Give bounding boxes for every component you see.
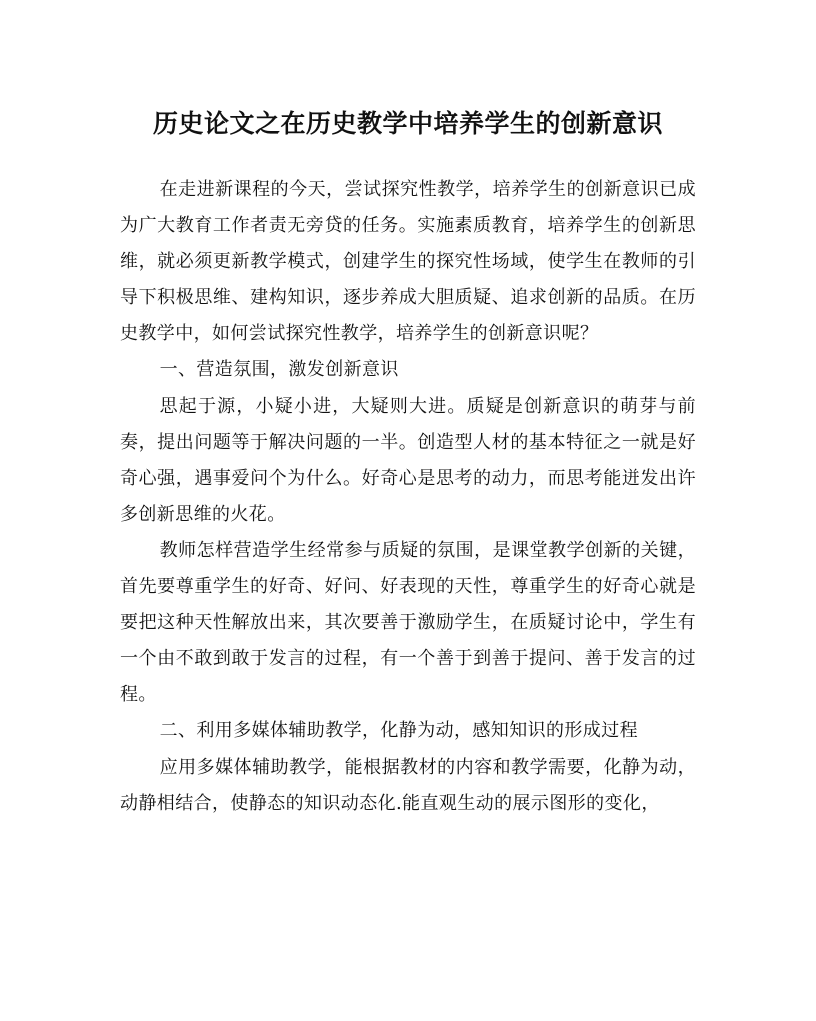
paragraph-intro: 在走进新课程的今天，尝试探究性教学，培养学生的创新意识已成为广大教育工作者责无旁贷的任务。实施素质教育，培养学生的创新思维，就必须更新教学模式，创建学生的探究性场域，使学生在教师的引导下积极思维、建构知识，逐步养成大胆质疑、追求创新的品质。在历史教学中，如何尝试探究性教学，培养学生的创新意识呢？ [120,179,696,345]
section-heading-1: 一、营造氛围，激发创新意识 [159,359,399,381]
document-body [120,172,696,822]
paragraph-1-2: 教师怎样营造学生经常参与质疑的氛围，是课堂教学创新的关键，首先要尊重学生的好奇、好问、好表现的天性，尊重学生的好奇心就是要把这种天性解放出来，其次要善于激励学生，在质疑讨论中，学生有一个由不敢到敢于发言的过程，有一个善于到善于提问、善于发言的过程。 [120,539,696,706]
paragraph-2-1: 应用多媒体辅助教学，能根据教材的内容和教学需要，化静为动，动静相结合，使静态的知识动态化.能直观生动的展示图形的变化， [120,756,696,814]
section-heading-2: 二、利用多媒体辅助教学，化静为动，感知知识的形成过程 [159,720,638,742]
paragraph-1-1: 思起于源，小疑小进，大疑则大进。质疑是创新意识的萌芽与前奏，提出问题等于解决问题的一半。创造型人材的基本特征之一就是好奇心强，遇事爱问个为什么。好奇心是思考的动力，而思考能迸发出许多创新思维的火花。 [120,395,696,525]
document-title: 历史论文之在历史教学中培养学生的创新意识 [152,109,663,138]
